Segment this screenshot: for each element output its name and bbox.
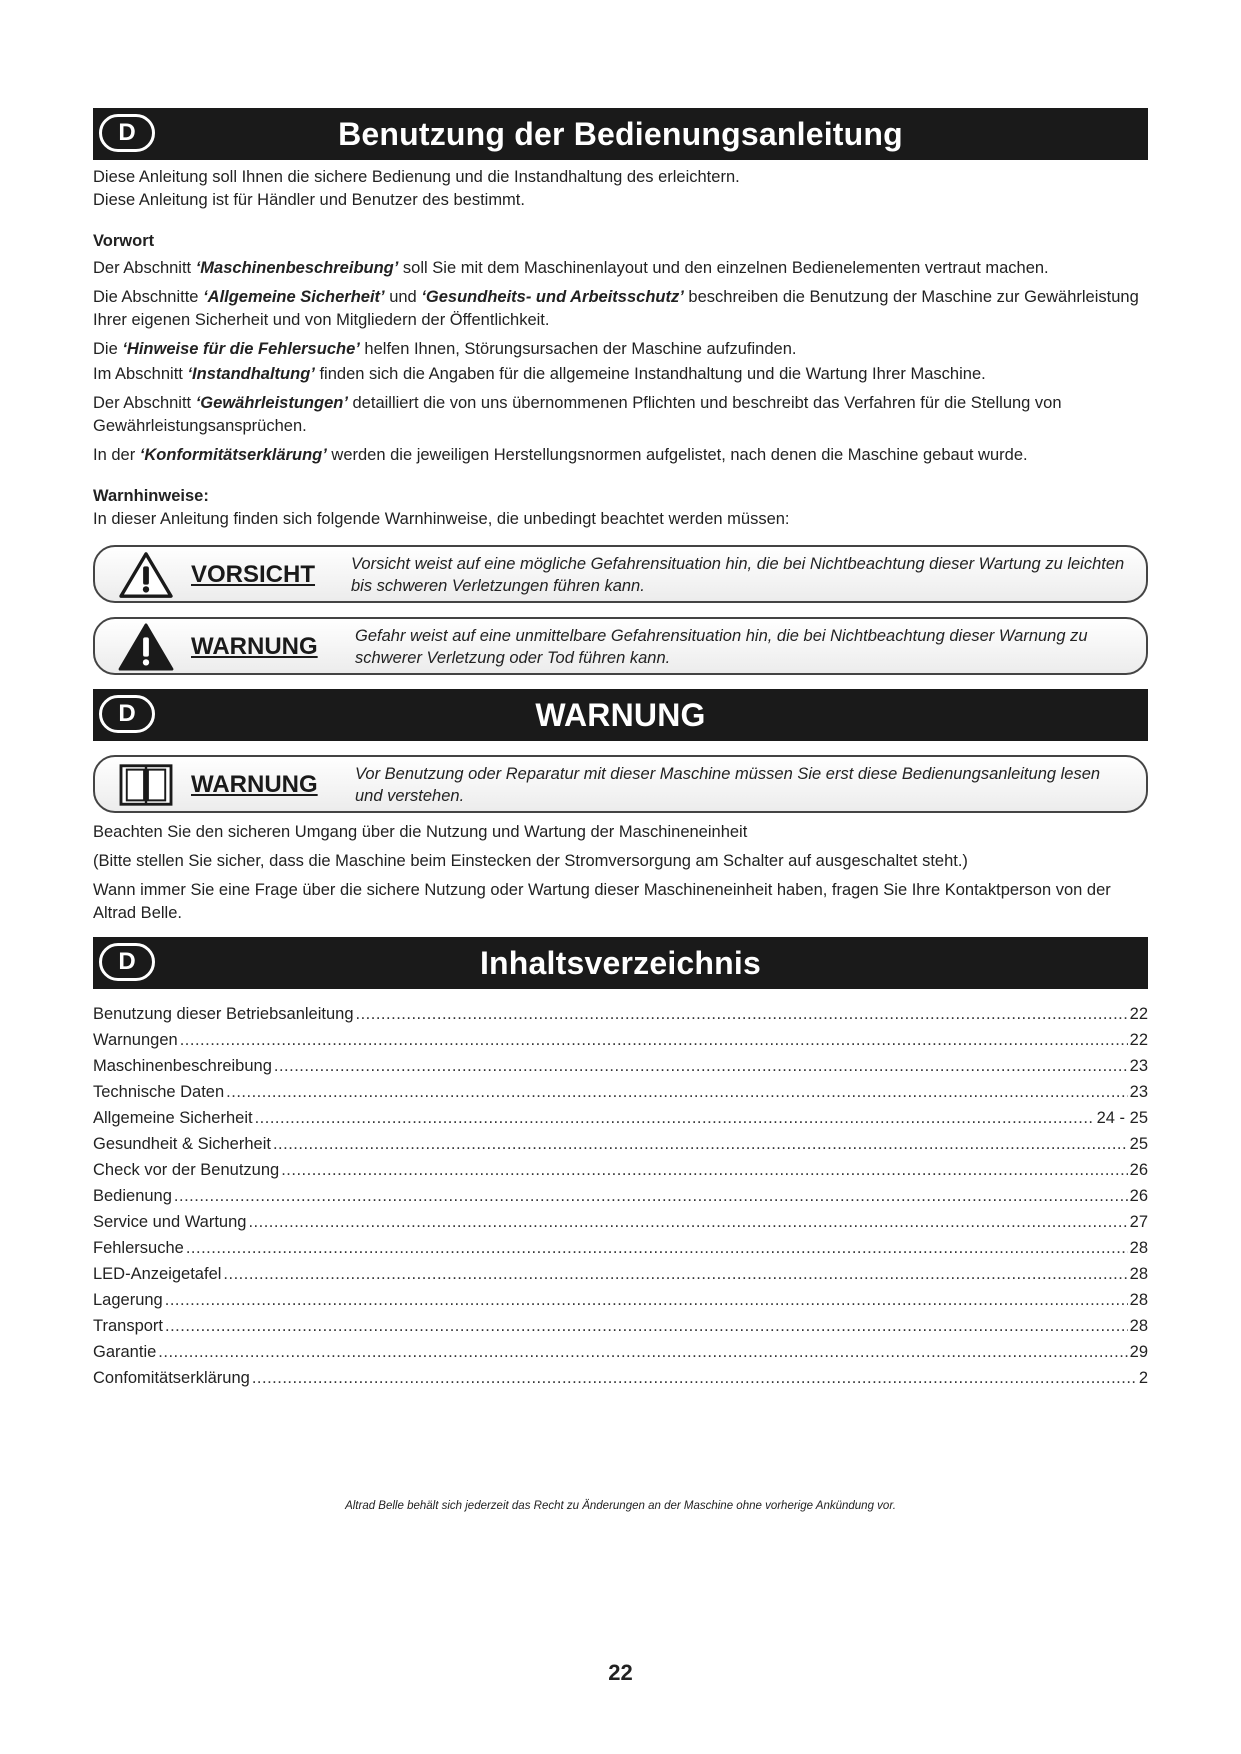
intro-line: Diese Anleitung ist für Händler und Benutzer des bestimmt.: [93, 191, 525, 209]
text-run: finden sich die Angaben für die allgemeine Instandhaltung und die Wartung Ihrer Maschine.: [314, 365, 986, 383]
emphasis-run: ‘Gewährleistungen’: [195, 394, 348, 412]
vorwort-paragraph: [93, 257, 1148, 280]
page-number: 22: [608, 1660, 633, 1685]
toc-leader-dots: [274, 1053, 1128, 1079]
toc-entry[interactable]: [93, 1157, 1148, 1183]
text-run: Im Abschnitt: [93, 365, 188, 383]
manual-warning-label: WARNUNG: [191, 771, 318, 798]
toc-entry-page: 22: [1129, 1005, 1148, 1023]
language-badge-icon: [99, 695, 155, 733]
toc-leader-dots: [180, 1027, 1128, 1053]
caution-text: Vorsicht weist auf eine mögliche Gefahrensituation hin, die bei Nichtbeachtung dieser Wartung zu leichten bis schweren Verletzungen führen kann.: [351, 555, 1125, 595]
toc-entry-page: 28: [1129, 1265, 1148, 1283]
vorwort-paragraph: [93, 286, 1148, 332]
warning-label: WARNUNG: [191, 633, 318, 660]
toc-entry-page: 24 - 25: [1096, 1109, 1148, 1127]
toc-entry[interactable]: [93, 1261, 1148, 1287]
section-banner-toc: [93, 937, 1148, 989]
toc-entry-title: Check vor der Benutzung: [93, 1161, 280, 1179]
toc-entry[interactable]: [93, 1079, 1148, 1105]
warning-filled-icon: [117, 622, 175, 672]
toc-entry-page: 28: [1129, 1317, 1148, 1335]
toc-entry-page: 27: [1129, 1213, 1148, 1231]
toc-entry-page: 22: [1129, 1031, 1148, 1049]
toc-entry-title: Bedienung: [93, 1187, 172, 1205]
toc-entry-title: Confomitätserklärung: [93, 1369, 250, 1387]
toc-leader-dots: [223, 1261, 1127, 1287]
toc-entry-title: Garantie: [93, 1343, 157, 1361]
vorwort-paragraph: [93, 392, 1148, 438]
language-badge-label: D: [118, 119, 136, 146]
manual-warning-text: Vor Benutzung oder Reparatur mit dieser Maschine müssen Sie erst diese Bedienungsanleitung lesen und verstehen.: [355, 765, 1101, 805]
section-title-toc: Inhaltsverzeichnis: [479, 944, 762, 981]
text-run: und: [384, 288, 422, 306]
toc-leader-dots: [226, 1079, 1127, 1105]
warning-box: [93, 617, 1148, 675]
section-title-warning: WARNUNG: [535, 696, 706, 733]
language-badge-icon: [99, 943, 155, 981]
emphasis-run: ‘Hinweise für die Fehlersuche’: [122, 340, 360, 358]
toc-entry-title: Fehlersuche: [93, 1239, 184, 1257]
emphasis-run: ‘Konformitätserklärung’: [139, 446, 327, 464]
warnhinweise-heading: Warnhinweise:: [93, 487, 209, 505]
book-icon: [117, 760, 175, 810]
toc-entry-page: 28: [1129, 1239, 1148, 1257]
section-banner-usage: [93, 108, 1148, 160]
warning-outline-icon: [117, 550, 175, 600]
toc-entry-title: Allgemeine Sicherheit: [93, 1109, 253, 1127]
toc-entry-page: 28: [1129, 1291, 1148, 1309]
toc-leader-dots: [174, 1183, 1128, 1209]
toc-entry-title: Warnungen: [93, 1031, 178, 1049]
section-title-usage: Benutzung der Bedienungsanleitung: [338, 115, 903, 152]
toc-entry[interactable]: [93, 1105, 1148, 1131]
toc-entry-page: 26: [1129, 1161, 1148, 1179]
toc-entry-page: 29: [1129, 1343, 1148, 1361]
vorwort-heading: Vorwort: [93, 232, 155, 250]
toc-leader-dots: [281, 1157, 1127, 1183]
text-run: In der: [93, 446, 140, 464]
toc-entry-title: Maschinenbeschreibung: [93, 1057, 272, 1075]
text-run: helfen Ihnen, Störungsursachen der Maschine aufzufinden.: [359, 340, 797, 358]
warnhinweise-intro: In dieser Anleitung finden sich folgende Warnhinweise, die unbedingt beachtet werden müssen:: [93, 510, 790, 528]
intro-line: Diese Anleitung soll Ihnen die sichere Bedienung und die Instandhaltung des erleichtern.: [93, 168, 740, 186]
text-run: soll Sie mit dem Maschinenlayout und den einzelnen Bedienelementen vertraut machen.: [398, 259, 1049, 277]
toc-entry[interactable]: [93, 1313, 1148, 1339]
toc-entry-page: 23: [1129, 1057, 1148, 1075]
toc-entry[interactable]: [93, 1235, 1148, 1261]
caution-box: [93, 545, 1148, 603]
text-run: beschreiben die Benutzung der Maschine zur Gewährleistung Ihrer eigenen Sicherheit und von Mitgliedern der Öffentlichkeit.: [93, 288, 1139, 329]
toc-entry-title: Lagerung: [93, 1291, 163, 1309]
safety-line: (Bitte stellen Sie sicher, dass die Maschine beim Einstecken der Stromversorgung am Schalter auf ausgeschaltet steht.): [93, 852, 968, 870]
page-content: [93, 108, 1148, 1391]
toc-entry-title: LED-Anzeigetafel: [93, 1265, 222, 1283]
text-run: Die Abschnitte: [93, 288, 204, 306]
language-badge-label: D: [118, 948, 136, 975]
toc-leader-dots: [165, 1313, 1128, 1339]
language-badge-label: D: [118, 700, 136, 727]
toc-leader-dots: [273, 1131, 1128, 1157]
toc-entry[interactable]: [93, 1209, 1148, 1235]
vorwort-paragraph: [93, 444, 1148, 467]
toc-leader-dots: [255, 1105, 1095, 1131]
toc-entry[interactable]: [93, 1131, 1148, 1157]
toc-entry-title: Transport: [93, 1317, 163, 1335]
toc-leader-dots: [248, 1209, 1127, 1235]
emphasis-run: ‘Allgemeine Sicherheit’: [203, 288, 385, 306]
safety-line: Beachten Sie den sicheren Umgang über die Nutzung und Wartung der Maschineneinheit: [93, 823, 748, 841]
toc-entry-page: 25: [1129, 1135, 1148, 1153]
language-badge-icon: [99, 114, 155, 152]
toc-entry-title: Benutzung dieser Betriebsanleitung: [93, 1005, 354, 1023]
toc-entry[interactable]: [93, 1339, 1148, 1365]
toc-leader-dots: [252, 1365, 1137, 1391]
safety-line: Wann immer Sie eine Frage über die sichere Nutzung oder Wartung dieser Maschineneinheit haben, fragen Sie Ihre Kontaktperson von der Altrad Belle.: [93, 881, 1111, 922]
toc-leader-dots: [158, 1339, 1127, 1365]
text-run: detailliert die von uns übernommenen Pflichten und beschreibt das Verfahren für die Stellung von Gewährleistungsansprüchen.: [93, 394, 1062, 435]
toc-entry[interactable]: [93, 1183, 1148, 1209]
toc-entry[interactable]: [93, 1027, 1148, 1053]
text-run: Der Abschnitt: [93, 394, 196, 412]
text-run: Die: [93, 340, 123, 358]
caution-label: VORSICHT: [191, 561, 316, 588]
emphasis-run: ‘Instandhaltung’: [187, 365, 315, 383]
toc-entry[interactable]: [93, 1053, 1148, 1079]
section-banner-warning: [93, 689, 1148, 741]
manual-warning-box: [93, 755, 1148, 813]
table-of-contents: [93, 1001, 1148, 1391]
toc-entry-page: 2: [1138, 1369, 1148, 1387]
footer-disclaimer: Altrad Belle behält sich jederzeit das Recht zu Änderungen an der Maschine ohne vorherige Ankündung vor.: [345, 1500, 896, 1512]
text-run: Der Abschnitt: [93, 259, 196, 277]
text-run: werden die jeweiligen Herstellungsnormen aufgelistet, nach denen die Maschine gebaut wurde.: [326, 446, 1028, 464]
toc-entry-title: Technische Daten: [93, 1083, 225, 1101]
vorwort-paragraph: [93, 363, 1148, 386]
toc-entry-title: Service und Wartung: [93, 1213, 247, 1231]
emphasis-run: ‘Maschinenbeschreibung’: [195, 259, 399, 277]
toc-leader-dots: [165, 1287, 1128, 1313]
toc-entry[interactable]: [93, 1001, 1148, 1027]
toc-entry-page: 23: [1129, 1083, 1148, 1101]
toc-entry-title: Gesundheit & Sicherheit: [93, 1135, 271, 1153]
toc-leader-dots: [186, 1235, 1128, 1261]
warning-text: Gefahr weist auf eine unmittelbare Gefahrensituation hin, die bei Nichtbeachtung dieser Warnung zu schwerer Verletzung oder Tod führen kann.: [355, 627, 1088, 667]
toc-leader-dots: [356, 1001, 1128, 1027]
emphasis-run: ‘Gesundheits- und Arbeitsschutz’: [421, 288, 684, 306]
vorwort-paragraph: [93, 338, 1148, 361]
toc-entry-page: 26: [1129, 1187, 1148, 1205]
toc-entry[interactable]: [93, 1365, 1148, 1391]
toc-entry[interactable]: [93, 1287, 1148, 1313]
